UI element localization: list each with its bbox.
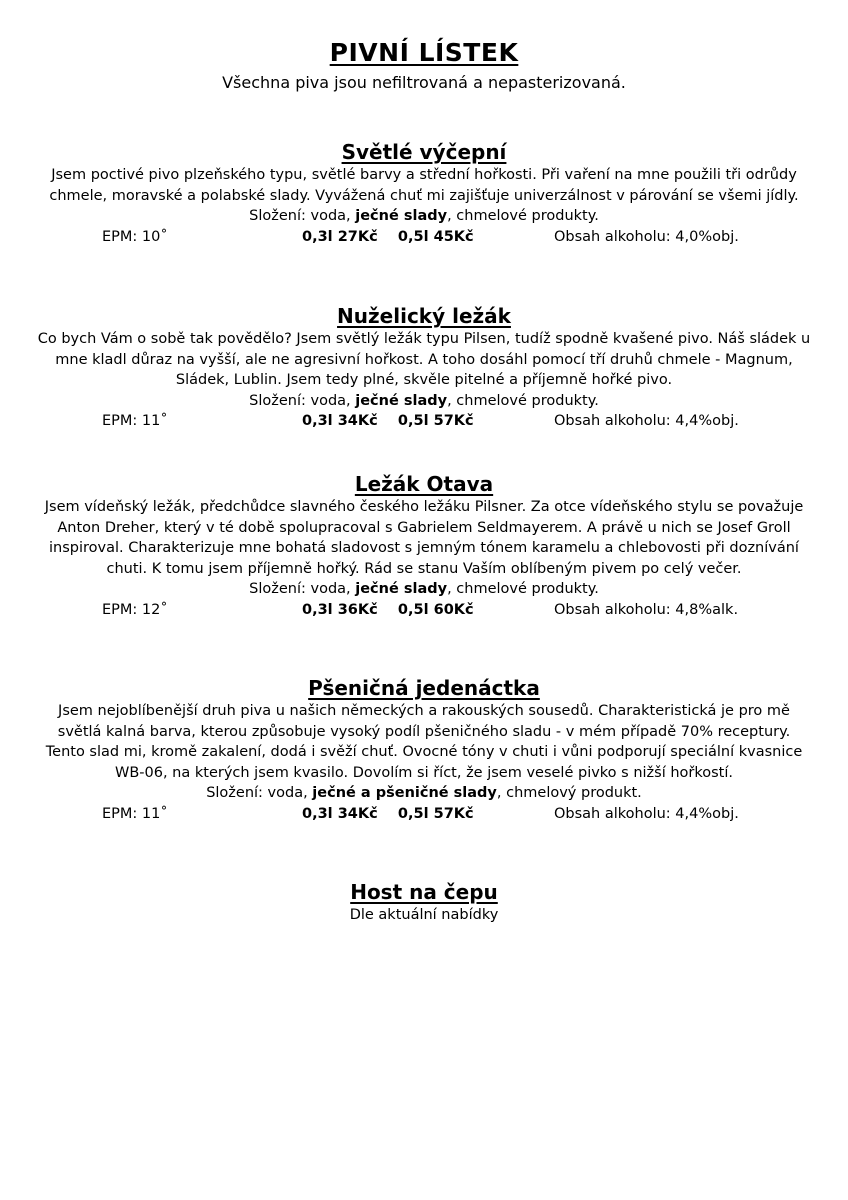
beer-section-nuzelicky-lezak bbox=[36, 302, 812, 432]
beer-epm: EPM: 10˚ bbox=[102, 228, 168, 245]
beer-epm: EPM: 11˚ bbox=[102, 805, 168, 822]
page-title: PIVNÍ LÍSTEK bbox=[329, 38, 519, 67]
beer-section-svetle-vycepni bbox=[36, 138, 812, 248]
guest-tap-title: Host na čepu bbox=[350, 880, 498, 904]
beer-epm: EPM: 11˚ bbox=[102, 413, 168, 429]
page-subtitle: Všechna piva jsou nefiltrovaná a nepasterizovaná. bbox=[222, 73, 626, 92]
beer-specs bbox=[36, 227, 812, 248]
beer-specs bbox=[36, 600, 812, 621]
guest-tap-note: Dle aktuální nabídky bbox=[349, 907, 499, 923]
beer-alcohol: Obsah alkoholu: 4,8%alk. bbox=[554, 601, 739, 618]
beer-composition: Složení: voda, ječné slady, chmelové produkty. bbox=[249, 581, 599, 597]
beer-description: Jsem poctivé pivo plzeňského typu, světlé barvy a střední hořkosti. Při vaření na mne použili tři odrůdy chmele, moravské a polabské slady. Vyvážená chuť mi zajišťuje univerzálnost v párování se všemi jídly. bbox=[49, 167, 799, 204]
beer-name: Světlé výčepní bbox=[341, 140, 507, 164]
beer-prices: 0,3l 36Kč 0,5l 60Kč bbox=[302, 601, 474, 618]
beer-composition: Složení: voda, ječné slady, chmelové produkty. bbox=[249, 392, 599, 409]
beer-section-psenicna-jedenactka bbox=[36, 674, 812, 825]
beer-prices: 0,3l 34Kč 0,5l 57Kč bbox=[302, 805, 474, 822]
beer-name: Ležák Otava bbox=[354, 472, 494, 496]
beer-specs bbox=[36, 804, 812, 825]
beer-composition: Složení: voda, ječné a pšeničné slady, chmelový produkt. bbox=[206, 785, 642, 801]
beer-section-lezak-otava bbox=[36, 470, 812, 621]
beer-name: Pšeničná jedenáctka bbox=[308, 676, 540, 700]
beer-description: Jsem vídeňský ležák, předchůdce slavného českého ležáku Pilsner. Za otce vídeňského stylu se považuje Anton Dreher, který v té době spolupracoval s Gabrielem Seldmayerem. A právě u nich se Josef Groll inspiroval. Charakterizuje mne bohatá sladovost s jemným tónem karamelu a chlebovosti při doznívání chuti. K tomu jsem příjemně hořký. Rád se stanu Vaším oblíbeným pivem po celý večer. bbox=[44, 499, 804, 577]
beer-prices: 0,3l 34Kč 0,5l 57Kč bbox=[302, 413, 474, 429]
beer-alcohol: Obsah alkoholu: 4,4%obj. bbox=[554, 413, 739, 429]
beer-composition: Složení: voda, ječné slady, chmelové produkty. bbox=[249, 208, 599, 224]
beer-description: Jsem nejoblíbenější druh piva u našich německých a rakouských sousedů. Charakteristická je pro mě světlá kalná barva, kterou způsobuje vysoký podíl pšeničného sladu - v mém případě 70% receptury. Tento slad mi, kromě zakalení, dodá i svěží chuť. Ovocné tóny v chuti i vůni podporují speciální kvasnice WB-06, na kterých jsem kvasilo. Dovolím si říct, že jsem veselé pivko s nižší hořkostí. bbox=[45, 703, 803, 781]
beer-epm: EPM: 12˚ bbox=[102, 601, 168, 618]
beer-alcohol: Obsah alkoholu: 4,4%obj. bbox=[554, 805, 739, 822]
beer-prices: 0,3l 27Kč 0,5l 45Kč bbox=[302, 228, 474, 245]
beer-specs bbox=[36, 411, 812, 432]
beer-description: Co bych Vám o sobě tak povědělo? Jsem světlý ležák typu Pilsen, tudíž spodně kvašené pivo. Náš sládek u mne kladl důraz na vyšší, ale ne agresivní hořkost. A toho dosáhl pomocí tří druhů chmele - Magnum, Sládek, Lublin. Jsem tedy plné, skvěle pitelné a příjemně hořké pivo. bbox=[37, 331, 811, 388]
beer-name: Nuželický ležák bbox=[337, 304, 511, 328]
beer-alcohol: Obsah alkoholu: 4,0%obj. bbox=[554, 228, 739, 245]
